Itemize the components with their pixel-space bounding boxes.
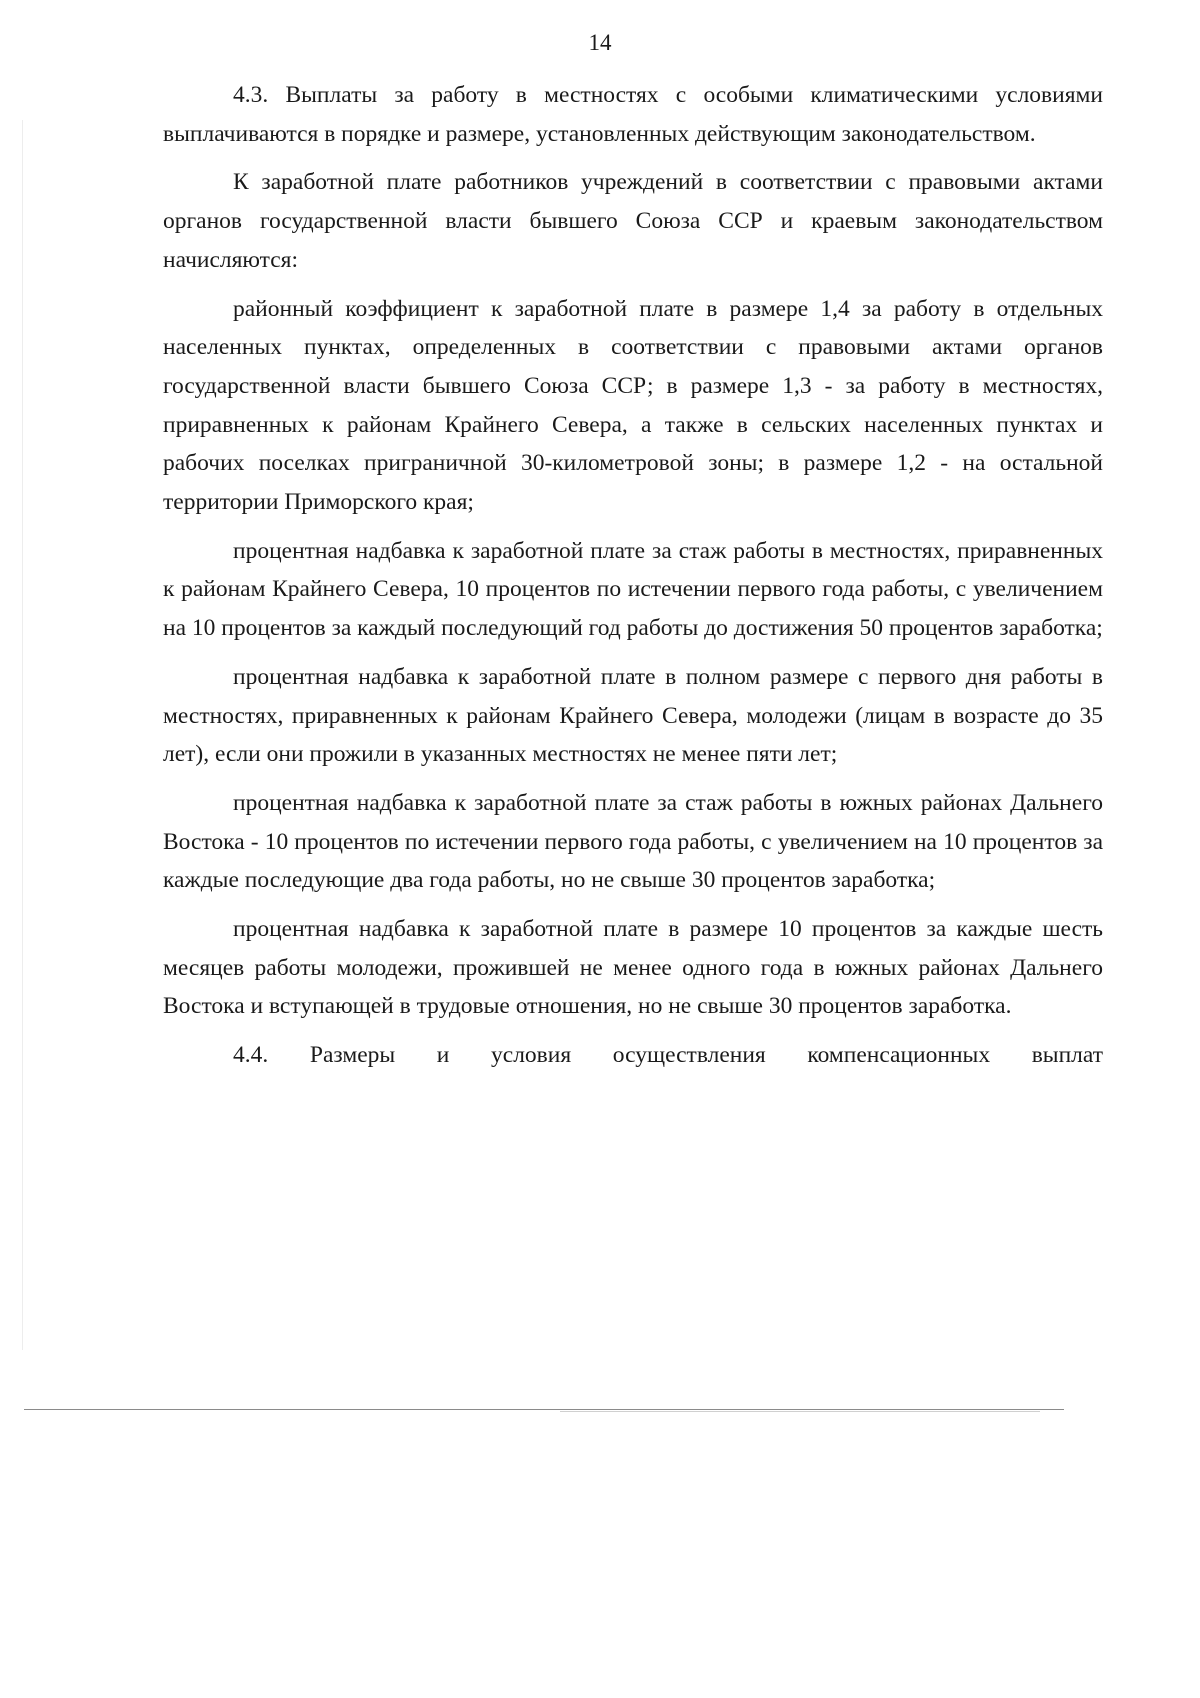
paragraph-accruals-intro: К заработной плате работников учреждений в соответствии с правовыми актами органов государственной власти бывшего Союза ССР и краевым законодательством начисляются:	[163, 169, 1103, 273]
scan-horizontal-rule-faint	[560, 1411, 1040, 1412]
page-number: 14	[588, 30, 612, 55]
paragraph-youth-far-east-allowance: процентная надбавка к заработной плате в размере 10 процентов за каждые шесть месяцев работы молодежи, прожившей не менее одного года в южных районах Дальнего Востока и вступающей в трудовые отношения, но не свыше 30 процентов заработка.	[163, 916, 1103, 1020]
paragraph-4-4: 4.4. Размеры и условия осуществления компенсационных выплат	[233, 1042, 1103, 1069]
paragraph-far-east-allowance: процентная надбавка к заработной плате за стаж работы в южных районах Дальнего Востока - 10 процентов по истечении первого года работы, с увеличением на 10 процентов за каждые последующие два года работы, но не свыше 30 процентов заработка;	[163, 789, 1103, 894]
paragraph-north-allowance: процентная надбавка к заработной плате за стаж работы в местностях, приравненных к районам Крайнего Севера, 10 процентов по истечении первого года работы, с увеличением на 10 процентов за каждый последующий год работы до достижения 50 процентов заработка;	[163, 537, 1103, 642]
paragraph-regional-coefficient: районный коэффициент к заработной плате в размере 1,4 за работу в отдельных населенных пунктах, определенных в соответствии с правовыми актами органов государственной власти бывшего Союза ССР; в размере 1,3 - за работу в местностях, приравненных к районам Крайнего Севера, а также в сельских населенных пунктах и рабочих поселках приграничной 30-километровой зоны; в размере 1,2 - на остальной территории Приморского края;	[163, 295, 1103, 516]
paragraph-4-3: 4.3. Выплаты за работу в местностях с особыми климатическими условиями выплачиваются в порядке и размере, установленных действующим законодательством.	[163, 82, 1103, 147]
document-body	[163, 76, 1103, 1075]
scan-left-edge	[22, 120, 23, 1350]
scan-horizontal-rule	[24, 1409, 1064, 1410]
paragraph-youth-north-allowance: процентная надбавка к заработной плате в полном размере с первого дня работы в местностях, приравненных к районам Крайнего Севера, молодежи (лицам в возрасте до 35 лет), если они прожили в указанных местностях не менее пяти лет;	[163, 663, 1103, 768]
